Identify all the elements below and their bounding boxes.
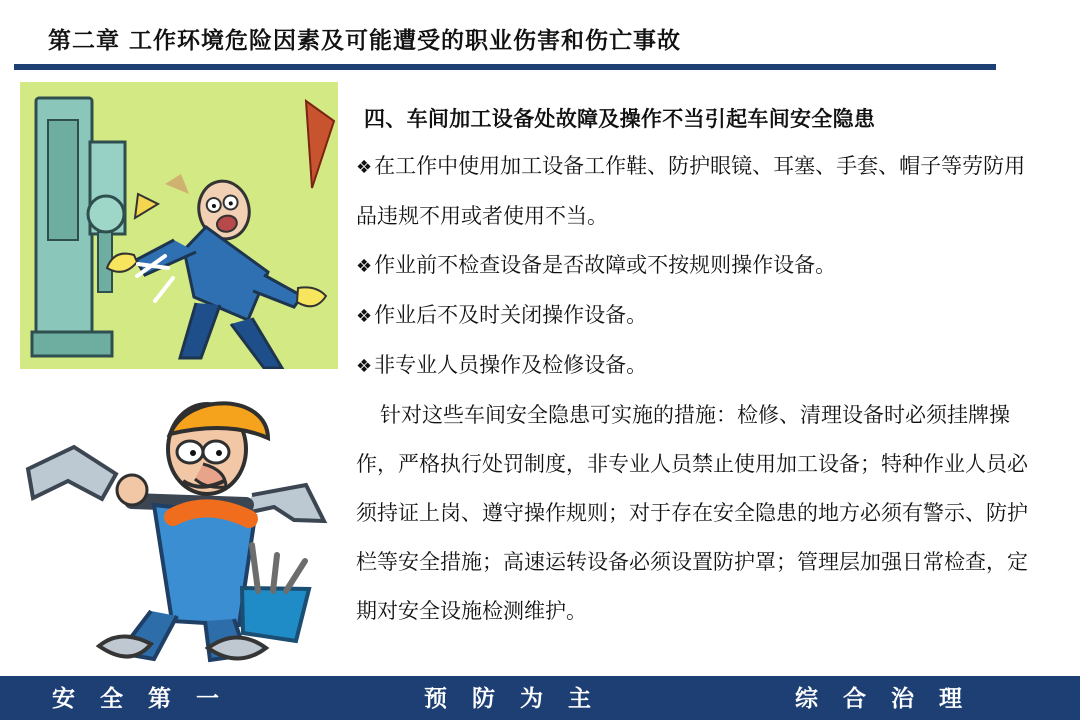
measures-paragraph: 针对这些车间安全隐患可实施的措施：检修、清理设备时必须挂牌操作，严格执行处罚制度，非专业人员禁止使用加工设备；特种作业人员必须持证上岗、遵守操作规则；对于存在安全隐患的地方必须有警示、防护栏等安全措施；高速运转设备必须设置防护罩；管理层加强日常检查，定期对安全设施检测维护。 <box>356 403 1028 623</box>
section-heading: 四、车间加工设备处故障及操作不当引起车间安全隐患 <box>364 107 876 131</box>
bullet-text-4: 非专业人员操作及检修设备。 <box>374 353 648 377</box>
title-divider <box>14 64 996 70</box>
bullet-item-3 <box>356 291 1046 341</box>
bullet-item-4 <box>356 341 1046 391</box>
bullet-symbol: ❖ <box>356 256 373 277</box>
main-content <box>356 104 1046 636</box>
worker-with-wrench-illustration <box>22 395 338 665</box>
bullet-item-1 <box>356 142 1036 241</box>
footer-slogan-left: 安全第一 <box>52 686 244 712</box>
bullet-symbol: ❖ <box>356 356 373 377</box>
bullet-text-2: 作业前不检查设备是否故障或不按规则操作设备。 <box>374 253 837 277</box>
bullet-text-1: 在工作中使用加工设备工作鞋、防护眼镜、耳塞、手套、帽子等劳防用品违规不用或者使用不当。 <box>356 154 1026 228</box>
bullet-symbol: ❖ <box>356 157 373 178</box>
machine-accident-illustration <box>20 82 338 369</box>
footer-slogan-right: 综合治理 <box>795 686 987 712</box>
footer-slogan-middle: 预防为主 <box>424 686 616 712</box>
bullet-item-2 <box>356 241 1046 291</box>
bullet-text-3: 作业后不及时关闭操作设备。 <box>374 303 648 327</box>
page-title: 第二章 工作环境危险因素及可能遭受的职业伤害和伤亡事故 <box>48 28 682 54</box>
bullet-symbol: ❖ <box>356 306 373 327</box>
